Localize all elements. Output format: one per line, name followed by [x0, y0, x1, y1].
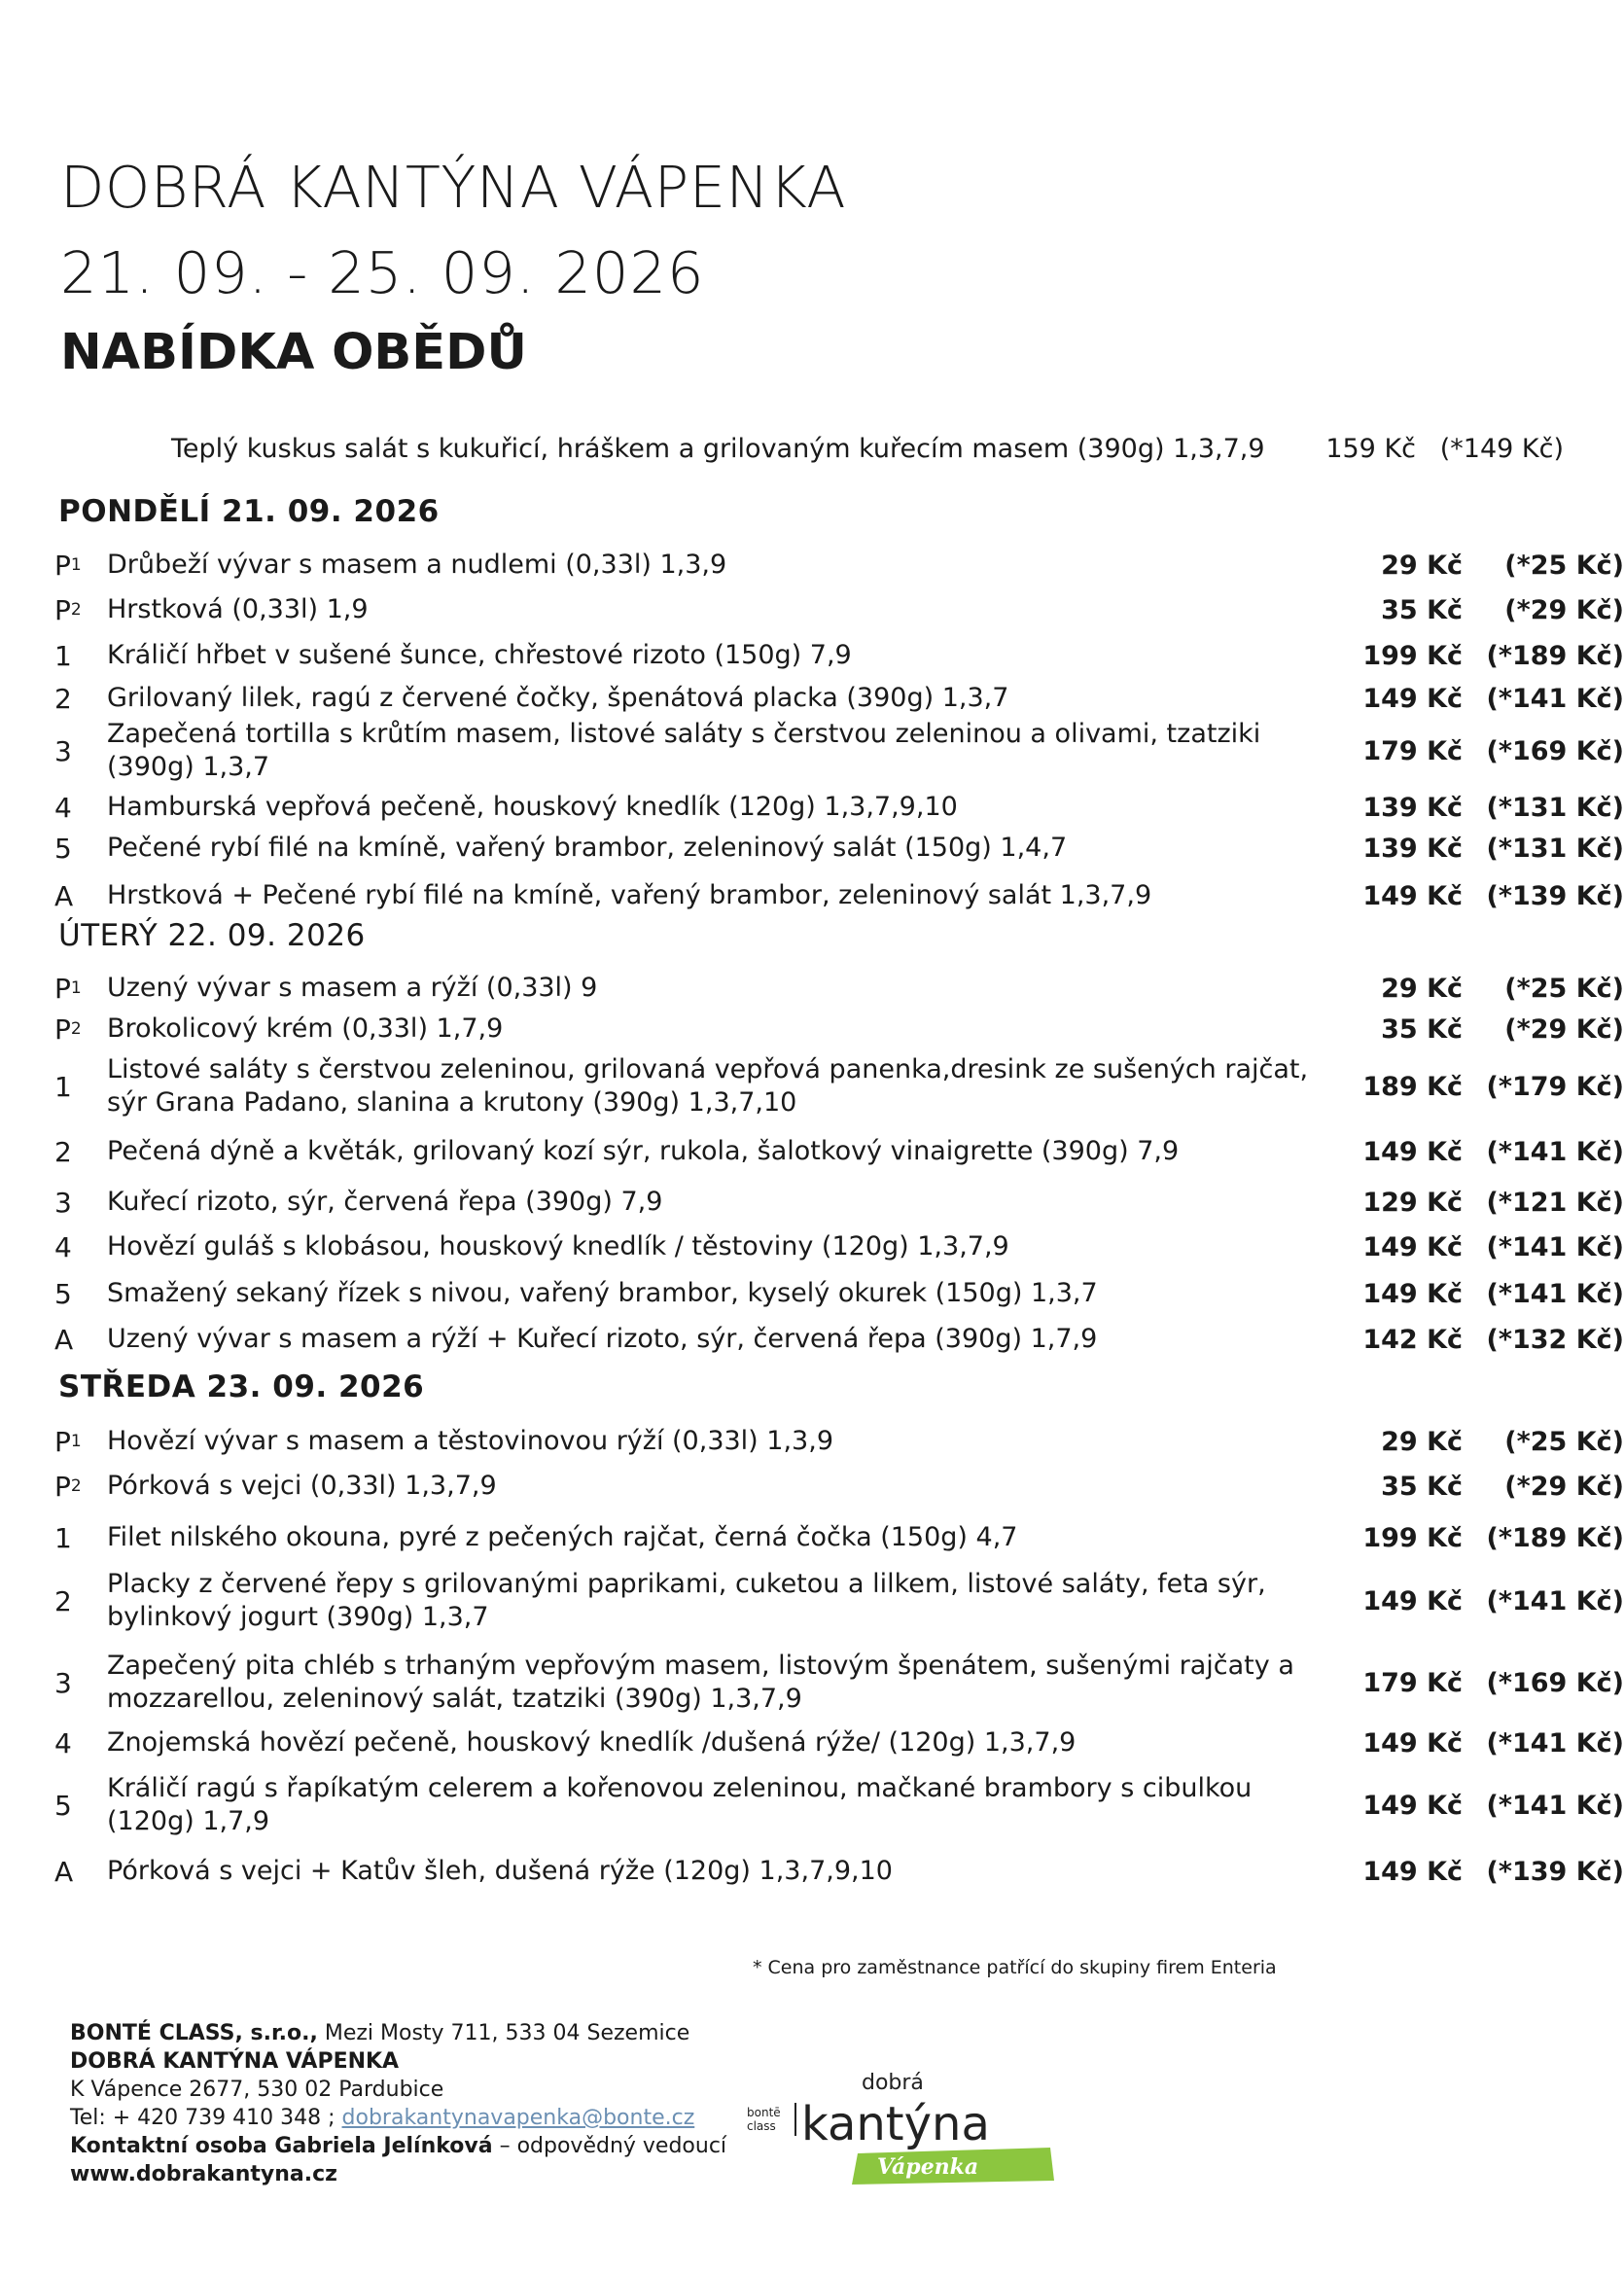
item-code	[54, 1850, 103, 1893]
item-price: 149 Kč	[1362, 880, 1463, 911]
item-code	[54, 1467, 103, 1506]
item-code-letter: 2	[54, 1135, 72, 1168]
item-employee-price: (*141 Kč)	[1486, 1727, 1624, 1759]
special-price: 159 Kč	[1325, 434, 1416, 464]
item-employee-price: (*132 Kč)	[1486, 1324, 1624, 1355]
item-code-letter: 5	[54, 1277, 72, 1310]
menu-item-row	[54, 1467, 1624, 1506]
item-employee-price: (*141 Kč)	[1486, 1231, 1624, 1262]
logo-main: kantýna	[801, 2097, 990, 2151]
item-price: 199 Kč	[1362, 640, 1463, 671]
item-name	[107, 829, 1332, 868]
item-employee-price: (*141 Kč)	[1486, 683, 1624, 714]
menu-item-row	[54, 590, 1624, 629]
item-code	[54, 875, 103, 916]
item-price: 139 Kč	[1362, 833, 1463, 864]
day-heading: PONDĚLÍ 21. 09. 2026	[58, 494, 440, 529]
item-name	[107, 788, 1332, 827]
item-name	[107, 1517, 1332, 1558]
item-name	[107, 1132, 1332, 1171]
item-price: 29 Kč	[1381, 973, 1463, 1004]
item-code	[54, 718, 103, 784]
item-code-subscript: 1	[70, 1432, 82, 1451]
item-employee-price: (*189 Kč)	[1486, 1522, 1624, 1553]
item-code-letter: 4	[54, 791, 72, 824]
item-name-line: Placky z červené řepy s grilovanými paprikami, cuketou a lilkem, listové saláty, feta sýr,	[107, 1569, 1266, 1599]
item-code	[54, 969, 103, 1008]
item-code	[54, 590, 103, 629]
item-name	[107, 1768, 1332, 1842]
item-code-letter: P	[54, 549, 71, 582]
menu-item-row	[54, 969, 1624, 1008]
menu-item-row	[54, 788, 1624, 827]
item-employee-price: (*29 Kč)	[1504, 1471, 1624, 1502]
item-name	[107, 634, 1332, 677]
item-name	[107, 1467, 1332, 1506]
item-code-subscript: 2	[70, 1019, 82, 1039]
menu-item-row	[54, 875, 1624, 916]
item-name-line: Kuřecí rizoto, sýr, červená řepa (390g) 7,9	[107, 1187, 663, 1217]
item-code-letter: P	[54, 593, 71, 626]
item-code-letter: A	[54, 879, 74, 912]
kantyna-logo	[741, 2060, 1072, 2186]
item-employee-price: (*141 Kč)	[1486, 1585, 1624, 1617]
item-name	[107, 1274, 1332, 1313]
item-price: 142 Kč	[1362, 1324, 1463, 1355]
item-name-line: Brokolicový krém (0,33l) 1,7,9	[107, 1013, 504, 1044]
item-name	[107, 1319, 1332, 1360]
item-code	[54, 1564, 103, 1638]
item-price: 149 Kč	[1362, 1136, 1463, 1167]
item-name	[107, 1564, 1332, 1638]
item-code-letter: P	[54, 1013, 71, 1046]
week-dates: 21. 09. - 25. 09. 2026	[60, 239, 705, 306]
company-address: Mezi Mosty 711, 533 04 Sezemice	[317, 2021, 690, 2045]
item-employee-price: (*139 Kč)	[1486, 1856, 1624, 1887]
canteen-address: K Vápence 2677, 530 02 Pardubice	[70, 2078, 444, 2102]
item-name-line: Uzený vývar s masem a rýží (0,33l) 9	[107, 973, 598, 1003]
menu-item-row	[54, 634, 1624, 677]
item-price: 199 Kč	[1362, 1522, 1463, 1553]
item-employee-price: (*141 Kč)	[1486, 1278, 1624, 1309]
item-code	[54, 1723, 103, 1762]
item-name-line: sýr Grana Padano, slanina a krutony (390g) 1,3,7,10	[107, 1087, 797, 1118]
item-code-letter: 5	[54, 1789, 72, 1822]
item-name-line: Hrstková + Pečené rybí filé na kmíně, vařený brambor, zeleninový salát 1,3,7,9	[107, 880, 1152, 910]
item-name	[107, 1010, 1332, 1048]
item-name	[107, 1422, 1332, 1461]
menu-item-row	[54, 546, 1624, 585]
day-heading: STŘEDA 23. 09. 2026	[58, 1369, 425, 1404]
item-name-line: Zapečený pita chléb s trhaným vepřovým masem, listovým špenátem, sušenými rajčaty a	[107, 1651, 1294, 1681]
item-code	[54, 1048, 103, 1124]
item-name	[107, 969, 1332, 1008]
logo-badge-text: Vápenka	[877, 2154, 979, 2180]
item-code-letter: 1	[54, 639, 72, 672]
item-employee-price: (*131 Kč)	[1486, 792, 1624, 823]
day-heading: ÚTERÝ 22. 09. 2026	[58, 918, 366, 953]
item-code-letter: 4	[54, 1230, 72, 1263]
item-name-line: (390g) 1,3,7	[107, 752, 270, 782]
item-name-line: Pečené rybí filé na kmíně, vařený brambor, zeleninový salát (150g) 1,4,7	[107, 833, 1068, 863]
item-name-line: Znojemská hovězí pečeně, houskový knedlík /dušená rýže/ (120g) 1,3,7,9	[107, 1727, 1077, 1758]
menu-item-row	[54, 1010, 1624, 1048]
item-price: 189 Kč	[1362, 1071, 1463, 1102]
item-code	[54, 1646, 103, 1720]
canteen-name: DOBRÁ KANTÝNA VÁPENKA	[70, 2049, 400, 2074]
item-code	[54, 1010, 103, 1048]
item-employee-price: (*141 Kč)	[1486, 1790, 1624, 1821]
item-code-letter: P	[54, 1425, 71, 1458]
item-name	[107, 1048, 1332, 1124]
item-code	[54, 1319, 103, 1360]
item-code-letter: 1	[54, 1521, 72, 1554]
menu-item-row	[54, 679, 1624, 718]
item-name	[107, 1646, 1332, 1720]
item-code	[54, 1132, 103, 1171]
item-code-letter: P	[54, 1470, 71, 1503]
item-code-subscript: 1	[70, 555, 82, 575]
item-name-line: Králičí hřbet v sušené šunce, chřestové rizoto (150g) 7,9	[107, 640, 852, 670]
item-price: 129 Kč	[1362, 1187, 1463, 1218]
offer-heading: NABÍDKA OBĚDŮ	[60, 324, 527, 381]
item-name-line: Pórková s vejci (0,33l) 1,3,7,9	[107, 1471, 497, 1501]
item-price: 149 Kč	[1362, 1790, 1463, 1821]
menu-item-row	[54, 1646, 1624, 1720]
item-employee-price: (*189 Kč)	[1486, 640, 1624, 671]
item-employee-price: (*121 Kč)	[1486, 1187, 1624, 1218]
menu-item-row	[54, 1274, 1624, 1313]
item-employee-price: (*179 Kč)	[1486, 1071, 1624, 1102]
item-name-line: Hrstková (0,33l) 1,9	[107, 594, 369, 624]
item-name-line: Uzený vývar s masem a rýží + Kuřecí rizoto, sýr, červená řepa (390g) 1,7,9	[107, 1324, 1098, 1354]
item-price: 29 Kč	[1381, 550, 1463, 581]
menu-item-row	[54, 1564, 1624, 1638]
item-employee-price: (*29 Kč)	[1504, 1013, 1624, 1045]
item-name	[107, 1227, 1332, 1266]
email-link[interactable]: dobrakantynavapenka@bonte.cz	[341, 2106, 695, 2130]
item-code	[54, 788, 103, 827]
logo-small-top: dobrá	[862, 2071, 924, 2095]
menu-item-row	[54, 1183, 1624, 1222]
item-employee-price: (*29 Kč)	[1504, 594, 1624, 625]
menu-item-row	[54, 1422, 1624, 1461]
item-employee-price: (*25 Kč)	[1504, 973, 1624, 1004]
item-name	[107, 1850, 1332, 1893]
item-employee-price: (*169 Kč)	[1486, 735, 1624, 766]
item-name-line: Zapečená tortilla s krůtím masem, listové saláty s čerstvou zeleninou a olivami, tzatziki	[107, 719, 1261, 749]
company-name: BONTÉ CLASS, s.r.o.,	[70, 2021, 318, 2045]
item-price: 149 Kč	[1362, 1856, 1463, 1887]
page-title: DOBRÁ KANTÝNA VÁPENKA	[60, 154, 847, 221]
menu-item-row	[54, 1227, 1624, 1266]
item-price: 29 Kč	[1381, 1426, 1463, 1457]
item-code	[54, 1183, 103, 1222]
item-name-line: Králičí ragú s řapíkatým celerem a kořenovou zeleninou, mačkané brambory s cibulkou	[107, 1773, 1253, 1803]
menu-item-row	[54, 1319, 1624, 1360]
item-code	[54, 1274, 103, 1313]
item-name	[107, 718, 1332, 784]
item-code	[54, 1517, 103, 1558]
item-code-letter: 3	[54, 734, 72, 767]
item-code-letter: 1	[54, 1070, 72, 1103]
item-price: 149 Kč	[1362, 683, 1463, 714]
item-code-letter: A	[54, 1323, 74, 1356]
item-price: 179 Kč	[1362, 1667, 1463, 1698]
item-price: 139 Kč	[1362, 792, 1463, 823]
menu-item-row	[54, 1768, 1624, 1842]
menu-item-row	[54, 1517, 1624, 1558]
item-code	[54, 679, 103, 718]
menu-item-row	[54, 1132, 1624, 1171]
menu-item-row	[54, 829, 1624, 868]
item-employee-price: (*25 Kč)	[1504, 550, 1624, 581]
item-name	[107, 1183, 1332, 1222]
item-name-line: Hovězí vývar s masem a těstovinovou rýží (0,33l) 1,3,9	[107, 1426, 833, 1456]
item-name-line: Pečená dýně a květák, grilovaný kozí sýr, rukola, šalotkový vinaigrette (390g) 7,9	[107, 1136, 1180, 1166]
item-code	[54, 634, 103, 677]
item-name-line: Listové saláty s čerstvou zeleninou, grilovaná vepřová panenka,dresink ze sušených rajčat,	[107, 1054, 1309, 1084]
item-code-subscript: 1	[70, 978, 82, 998]
item-name-line: Hamburská vepřová pečeně, houskový knedlík (120g) 1,3,7,9,10	[107, 792, 958, 822]
item-name-line: Filet nilského okouna, pyré z pečených rajčat, černá čočka (150g) 4,7	[107, 1522, 1018, 1552]
item-name-line: (120g) 1,7,9	[107, 1806, 270, 1836]
item-price: 35 Kč	[1381, 1471, 1463, 1502]
contact-person: Kontaktní osoba Gabriela Jelínková	[70, 2134, 493, 2158]
item-name	[107, 679, 1332, 718]
item-employee-price: (*139 Kč)	[1486, 880, 1624, 911]
website-link[interactable]: www.dobrakantyna.cz	[70, 2162, 337, 2186]
menu-item-row	[54, 1850, 1624, 1893]
item-name	[107, 1723, 1332, 1762]
item-name-line: Smažený sekaný řízek s nivou, vařený brambor, kyselý okurek (150g) 1,3,7	[107, 1278, 1098, 1308]
weekly-special	[171, 434, 1562, 473]
item-code-letter: 4	[54, 1726, 72, 1759]
contact-role: – odpovědný vedoucí	[492, 2134, 727, 2158]
item-code-letter: A	[54, 1855, 74, 1888]
item-price: 35 Kč	[1381, 1013, 1463, 1045]
item-employee-price: (*25 Kč)	[1504, 1426, 1624, 1457]
item-price: 149 Kč	[1362, 1727, 1463, 1759]
item-name-line: mozzarellou, zeleninový salát, tzatziki (390g) 1,3,7,9	[107, 1684, 802, 1714]
logo-bonte: bontē	[747, 2106, 781, 2119]
item-price: 35 Kč	[1381, 594, 1463, 625]
item-code-letter: 3	[54, 1186, 72, 1219]
special-name: Teplý kuskus salát s kukuřicí, hráškem a grilovaným kuřecím masem (390g) 1,3,7,9	[171, 434, 1265, 464]
item-code-letter: 5	[54, 832, 72, 865]
item-code	[54, 1422, 103, 1461]
item-code-letter: 2	[54, 1584, 72, 1617]
item-name-line: Grilovaný lilek, ragú z červené čočky, špenátová placka (390g) 1,3,7	[107, 683, 1009, 713]
item-code-letter: 2	[54, 682, 72, 715]
contact-footer	[70, 2019, 726, 2188]
item-code-letter: P	[54, 972, 71, 1005]
special-employee-price: (*149 Kč)	[1439, 434, 1564, 464]
menu-item-row	[54, 1048, 1624, 1124]
item-employee-price: (*141 Kč)	[1486, 1136, 1624, 1167]
item-code	[54, 1227, 103, 1266]
item-name-line: bylinkový jogurt (390g) 1,3,7	[107, 1602, 489, 1632]
item-code	[54, 1768, 103, 1842]
item-name	[107, 875, 1332, 916]
item-employee-price: (*169 Kč)	[1486, 1667, 1624, 1698]
footnote: * Cena pro zaměstnance patřící do skupiny firem Enteria	[753, 1957, 1277, 1978]
item-name-line: Hovězí guláš s klobásou, houskový knedlík / těstoviny (120g) 1,3,7,9	[107, 1231, 1009, 1261]
item-employee-price: (*131 Kč)	[1486, 833, 1624, 864]
item-name	[107, 546, 1332, 585]
item-code-subscript: 2	[70, 1476, 82, 1496]
item-code-subscript: 2	[70, 600, 82, 620]
menu-item-row	[54, 718, 1624, 784]
item-price: 149 Kč	[1362, 1278, 1463, 1309]
menu-item-row	[54, 1723, 1624, 1762]
phone-number: Tel: + 420 739 410 348 ;	[70, 2106, 342, 2130]
logo-class: class	[747, 2119, 776, 2133]
item-name	[107, 590, 1332, 629]
item-price: 149 Kč	[1362, 1231, 1463, 1262]
item-code-letter: 3	[54, 1666, 72, 1699]
item-price: 149 Kč	[1362, 1585, 1463, 1617]
item-name-line: Drůbeží vývar s masem a nudlemi (0,33l) 1,3,9	[107, 550, 727, 580]
item-code	[54, 829, 103, 868]
item-name-line: Pórková s vejci + Katův šleh, dušená rýže (120g) 1,3,7,9,10	[107, 1856, 893, 1886]
item-price: 179 Kč	[1362, 735, 1463, 766]
item-code	[54, 546, 103, 585]
